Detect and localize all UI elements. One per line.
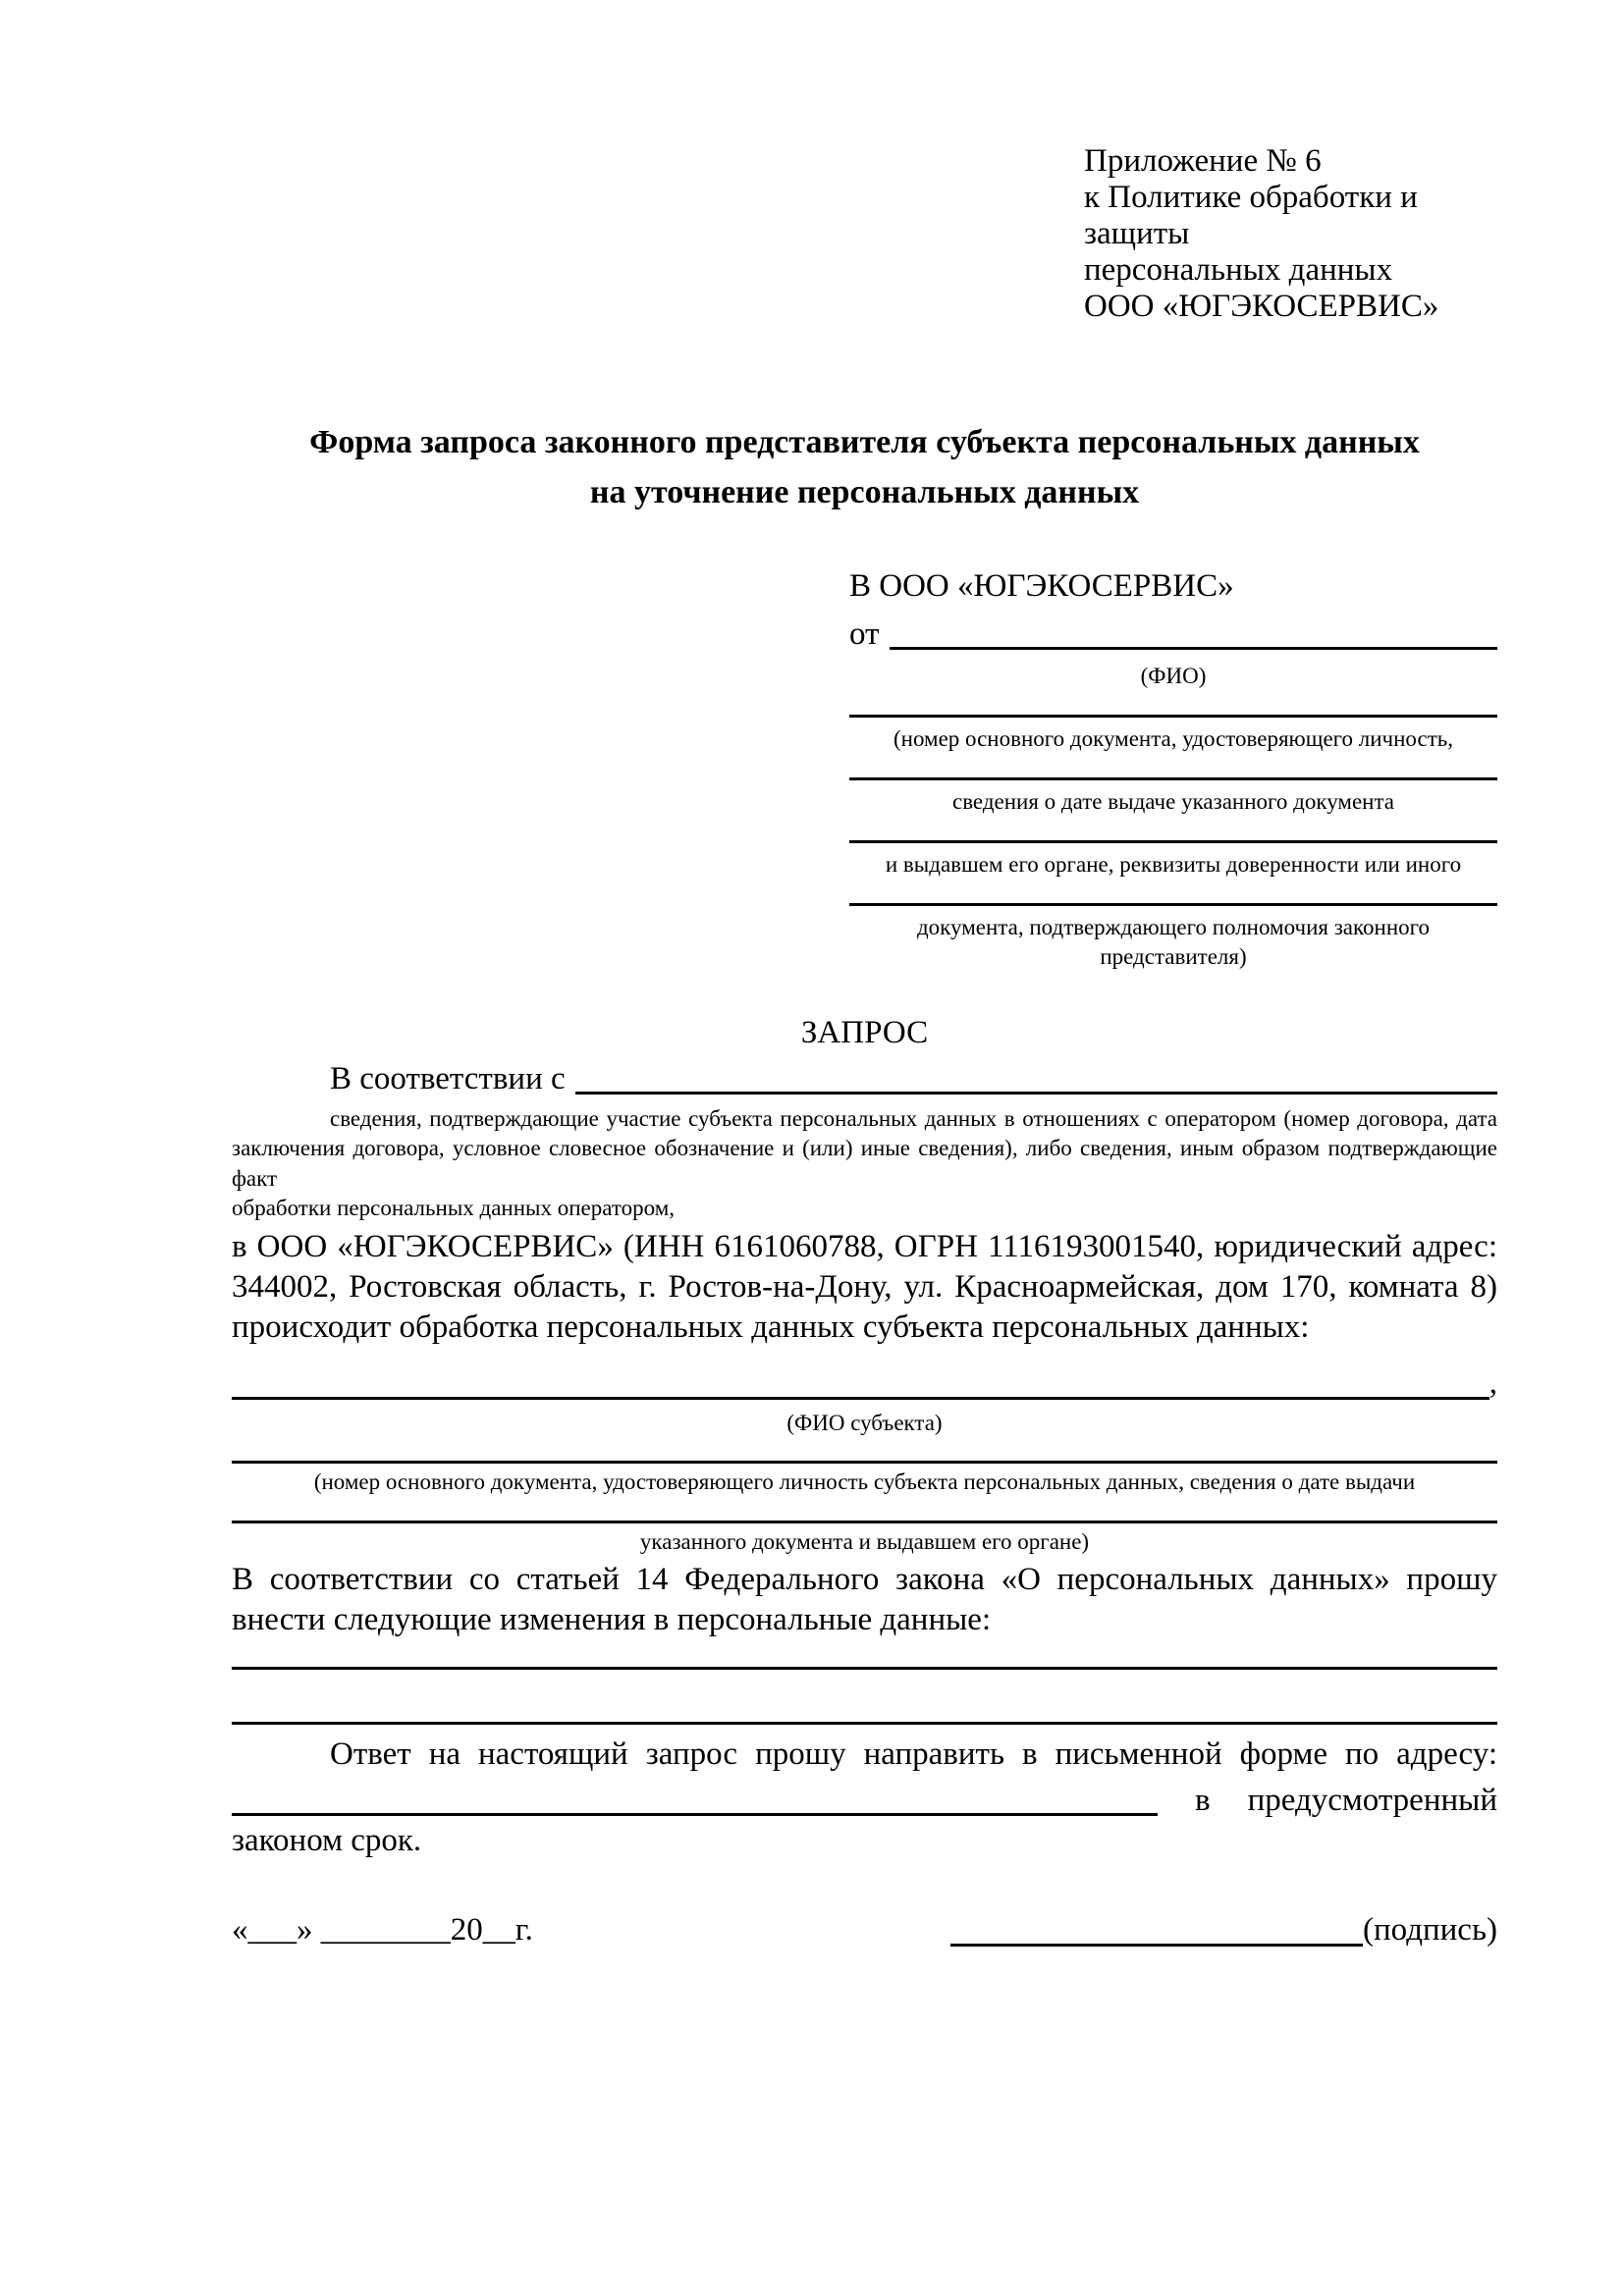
subject-doc-caption-1: (номер основного документа, удостоверяющего личность субъекта персональных данных, сведения о дате выдачи	[313, 1469, 1416, 1495]
from-label: от	[849, 616, 880, 653]
form-title	[232, 417, 1497, 517]
appendix-line-3: персональных данных	[1084, 251, 1393, 288]
response-word-v: в	[1195, 1782, 1211, 1818]
addressee-block	[849, 566, 1497, 972]
appendix-line-4: ООО «ЮГЭКОСЕРВИС»	[1084, 288, 1439, 324]
signature-group	[950, 1910, 1497, 1950]
operator-line-1: в ООО «ЮГЭКОСЕРВИС» (ИНН 6161060788, ОГРН 1116193001540, юридический адрес:	[232, 1228, 1497, 1264]
operator-paragraph	[232, 1227, 1497, 1349]
accordance-row	[232, 1059, 1497, 1099]
form-title-line-1: Форма запроса законного представителя субъекта персональных данных	[309, 423, 1420, 460]
doc-number-caption: (номер основного документа, удостоверяющего личность,	[893, 726, 1453, 752]
from-row	[849, 614, 1497, 655]
doc-number-blank-line[interactable]	[849, 715, 1497, 718]
doc-authority-blank-line[interactable]	[849, 840, 1497, 843]
appendix-line-1: Приложение № 6	[1084, 143, 1322, 179]
doc-authority-caption: и выдавшем его органе, реквизиты доверенности или иного	[885, 851, 1462, 877]
authority-doc-blank-line[interactable]	[849, 903, 1497, 906]
law-paragraph	[232, 1560, 1497, 1641]
appendix-line-2: к Политике обработки и защиты	[1084, 179, 1418, 251]
response-tail: законом срок.	[232, 1823, 422, 1859]
field-authority-doc	[849, 903, 1497, 972]
field-doc-issue-date	[849, 777, 1497, 817]
response-word-predusmotrenny: предусмотренный	[1247, 1782, 1497, 1818]
doc-issue-date-caption: сведения о дате выдаче указанного документа	[951, 789, 1395, 815]
date-blank[interactable]: «___» ________20__г.	[232, 1912, 533, 1949]
date-signature-row	[232, 1910, 1497, 1950]
law-line-2: внести следующие изменения в персональные данные:	[232, 1602, 992, 1638]
response-paragraph	[232, 1735, 1497, 1775]
footnote-line-2: заключения договора, условное словесное обозначение и (или) иные сведения), либо сведения, иным образом подтверждающие факт	[232, 1136, 1497, 1191]
addressee-org: В ООО «ЮГЭКОСЕРВИС»	[849, 567, 1234, 604]
footnote-block	[232, 1104, 1497, 1223]
signature-blank-line[interactable]	[950, 1911, 1363, 1947]
form-title-line-2: на уточнение персональных данных	[589, 473, 1140, 510]
request-heading: ЗАПРОС	[800, 1014, 929, 1050]
subject-doc-caption-2: указанного документа и выдавшем его органе)	[639, 1529, 1090, 1555]
representative-fio-blank-line[interactable]	[890, 647, 1498, 650]
response-line-1: Ответ на настоящий запрос прошу направить в письменной форме по адресу:	[330, 1735, 1497, 1772]
signature-caption: (подпись)	[1363, 1912, 1497, 1949]
subject-fio-blank-line[interactable]	[232, 1397, 1489, 1400]
fio-caption: (ФИО)	[1140, 664, 1207, 689]
address-blank-row	[232, 1781, 1497, 1821]
field-doc-number	[849, 715, 1497, 754]
operator-line-3: происходит обработка персональных данных субъекта персональных данных:	[232, 1309, 1310, 1346]
doc-issue-date-blank-line[interactable]	[849, 777, 1497, 780]
authority-doc-caption: документа, подтверждающего полномочия законного представителя)	[916, 914, 1430, 969]
footnote-line-3: обработки персональных данных оператором,	[232, 1196, 675, 1221]
subject-fio-row	[232, 1363, 1497, 1404]
address-blank-line[interactable]	[232, 1781, 1158, 1816]
law-line-1: В соответствии со статьей 14 Федерального закона «О персональных данных» прошу	[232, 1562, 1497, 1598]
appendix-block	[1084, 143, 1497, 325]
accordance-blank-line[interactable]	[575, 1092, 1497, 1095]
subject-fio-caption: (ФИО субъекта)	[786, 1410, 943, 1435]
changes-blank-line-1[interactable]	[232, 1667, 1497, 1670]
trailing-comma: ,	[1489, 1365, 1497, 1402]
subject-doc-blank-line-1[interactable]	[232, 1461, 1497, 1464]
footnote-line-1: сведения, подтверждающие участие субъекта персональных данных в отношениях с оператором (номер договора, дата	[330, 1106, 1497, 1132]
subject-doc-blank-line-2[interactable]	[232, 1521, 1497, 1523]
accordance-label: В соответствии с	[330, 1060, 566, 1096]
changes-blank-line-2[interactable]	[232, 1722, 1497, 1725]
operator-line-2: 344002, Ростовская область, г. Ростов-на-Дону, ул. Красноармейская, дом 170, комната 8)	[232, 1268, 1497, 1305]
field-doc-authority	[849, 840, 1497, 880]
